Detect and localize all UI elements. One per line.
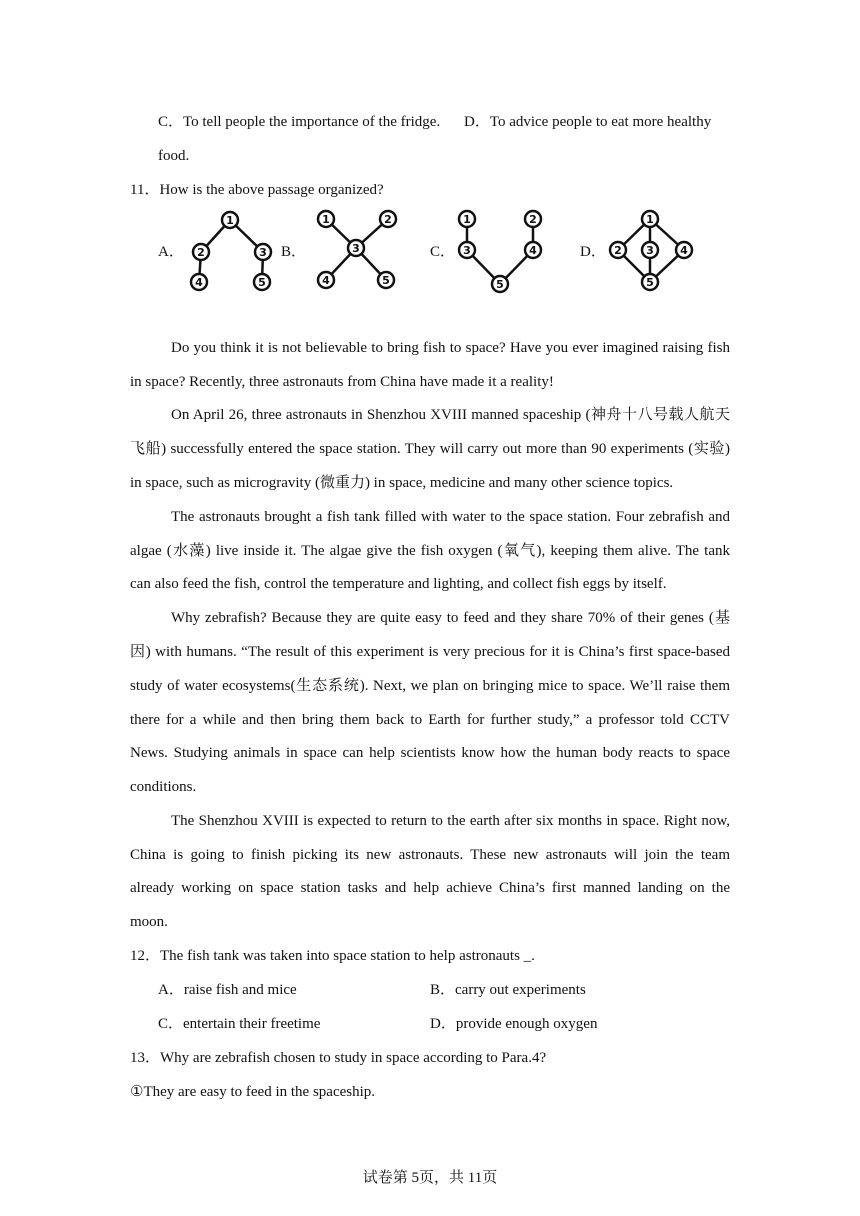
- q11-diagram-b: [310, 206, 410, 296]
- q10-option-c: C．To tell people the importance of the fridge.: [158, 114, 441, 130]
- passage-p4-line: there for a while and then bring them back to Earth for further study,” a professor told CCTV: [130, 712, 730, 728]
- passage-p2-line: in space, such as microgravity (微重力) in space, medicine and many other science topics.: [130, 475, 674, 491]
- node-2: 2: [197, 246, 205, 259]
- passage-p4-line: News. Studying animals in space can help scientists know how the human body reacts to space: [130, 745, 730, 761]
- page-footer: 试卷第 5页，共 11页: [362, 1170, 498, 1186]
- node-1: 1: [646, 213, 654, 226]
- node-4: 4: [529, 244, 537, 257]
- passage-p1-line: in space? Recently, three astronauts from China have made it a reality!: [130, 374, 554, 390]
- passage-p2-line: 飞船) successfully entered the space station. They will carry out more than 90 experiments (实验): [130, 441, 730, 457]
- passage-p4-line: study of water ecosystems(生态系统). Next, we plan on bringing mice to space. We’ll raise them: [130, 678, 730, 694]
- q11-stem: 11．How is the above passage organized?: [130, 182, 384, 198]
- q13-item-1: ①They are easy to feed in the spaceship.: [130, 1084, 376, 1100]
- node-3: 3: [259, 246, 267, 259]
- node-1: 1: [322, 213, 330, 226]
- q11-label-c: C．: [430, 244, 456, 260]
- q10-option-d: D．To advice people to eat more healthy: [464, 114, 712, 130]
- node-2: 2: [614, 244, 622, 257]
- passage-p4-line: 因) with humans. “The result of this experiment is very precious for it is China’s first space-based: [130, 644, 730, 660]
- node-4: 4: [195, 276, 203, 289]
- q11-label-d: D．: [580, 244, 606, 260]
- passage-p3-line: The astronauts brought a fish tank filled with water to the space station. Four zebrafish and: [171, 509, 730, 525]
- node-5: 5: [382, 274, 390, 287]
- q10-option-d-continued: food.: [158, 148, 190, 164]
- q12-option-d[interactable]: D．provide enough oxygen: [430, 1016, 598, 1032]
- q12-option-a[interactable]: A．raise fish and mice: [158, 982, 297, 998]
- q13-stem: 13．Why are zebrafish chosen to study in space according to Para.4?: [130, 1050, 547, 1066]
- passage-p1-line: Do you think it is not believable to bring fish to space? Have you ever imagined raising fish: [171, 340, 730, 356]
- passage-p5-line: moon.: [130, 914, 168, 930]
- passage-p5-line: China is going to finish picking its new astronauts. These new astronauts will join the team: [130, 847, 730, 863]
- node-3: 3: [646, 244, 654, 257]
- passage-p3-line: can also feed the fish, control the temperature and lighting, and collect fish eggs by itself.: [130, 576, 667, 592]
- q11-diagram-d: [606, 206, 706, 296]
- node-4: 4: [680, 244, 688, 257]
- node-5: 5: [496, 278, 504, 291]
- passage-p4-line: Why zebrafish? Because they are quite easy to feed and they share 70% of their genes (基: [171, 610, 730, 626]
- node-2: 2: [384, 213, 392, 226]
- q12-option-c[interactable]: C．entertain their freetime: [158, 1016, 321, 1032]
- node-3: 3: [352, 242, 360, 255]
- passage-p3-line: algae (水藻) live inside it. The algae give the fish oxygen (氧气), keeping them alive. The tank: [130, 543, 730, 559]
- passage-p2-line: On April 26, three astronauts in Shenzhou XVIII manned spaceship (神舟十八号载人航天: [171, 407, 730, 423]
- q11-diagram-a: [184, 206, 284, 296]
- passage-p5-line: already working on space station tasks and help achieve China’s first manned landing on the: [130, 880, 730, 896]
- passage-p4-line: conditions.: [130, 779, 197, 795]
- q11-label-a: A．: [158, 244, 184, 260]
- node-3: 3: [463, 244, 471, 257]
- node-1: 1: [463, 213, 471, 226]
- node-1: 1: [226, 214, 234, 227]
- node-5: 5: [646, 276, 654, 289]
- node-2: 2: [529, 213, 537, 226]
- q11-diagram-c: [454, 206, 554, 296]
- q12-stem: 12．The fish tank was taken into space station to help astronauts _.: [130, 948, 535, 964]
- node-5: 5: [258, 276, 266, 289]
- passage-p5-line: The Shenzhou XVIII is expected to return to the earth after six months in space. Right now,: [171, 813, 730, 829]
- node-4: 4: [322, 274, 330, 287]
- q12-option-b[interactable]: B．carry out experiments: [430, 982, 586, 998]
- q11-label-b: B．: [281, 244, 307, 260]
